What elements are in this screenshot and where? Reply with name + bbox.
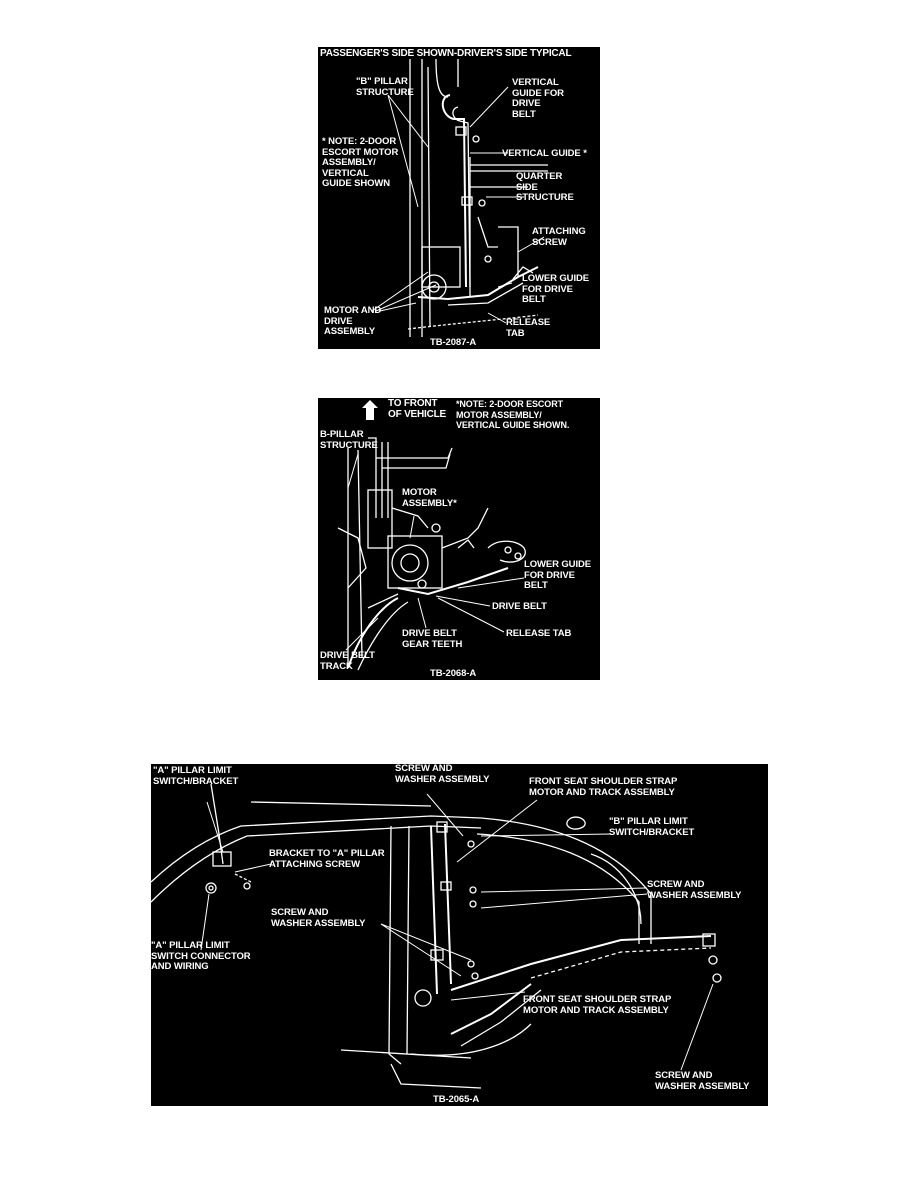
figure-code: TB-2087-A (430, 337, 477, 348)
label-vertical-guide: VERTICAL GUIDE * (502, 148, 587, 159)
header-caption: PASSENGER'S SIDE SHOWN-DRIVER'S SIDE TYPICAL (320, 48, 572, 59)
label-attaching-screw: ATTACHING SCREW (532, 226, 586, 248)
diagram-panel-1 (318, 47, 600, 349)
label-motor-assembly: MOTOR ASSEMBLY* (402, 487, 457, 509)
label-release-tab: RELEASE TAB (506, 628, 572, 639)
figure-code: TB-2065-A (433, 1094, 480, 1105)
label-to-front-of-vehicle: TO FRONT OF VEHICLE (388, 398, 447, 420)
label-b-pillar-structure: B-PILLAR STRUCTURE (320, 429, 378, 451)
label-screw-washer-mid: SCREW AND WASHER ASSEMBLY (271, 907, 366, 929)
label-drive-belt: DRIVE BELT (492, 601, 547, 612)
label-drive-belt-gear-teeth: DRIVE BELT GEAR TEETH (402, 628, 463, 650)
label-a-pillar-limit-switch-bracket: "A" PILLAR LIMIT SWITCH/BRACKET (153, 765, 239, 787)
label-screw-washer-top: SCREW AND WASHER ASSEMBLY (395, 764, 490, 785)
label-drive-belt-track: DRIVE BELT TRACK (320, 650, 375, 672)
label-lower-guide: LOWER GUIDE FOR DRIVE BELT (522, 273, 589, 305)
label-vertical-guide-drive-belt: VERTICAL GUIDE FOR DRIVE BELT (512, 77, 564, 120)
label-b-pillar-structure: "B" PILLAR STRUCTURE (356, 76, 414, 98)
label-lower-guide: LOWER GUIDE FOR DRIVE BELT (524, 559, 591, 591)
label-screw-washer-right: SCREW AND WASHER ASSEMBLY (647, 879, 742, 901)
label-front-seat-strap-bottom: FRONT SEAT SHOULDER STRAP MOTOR AND TRACK ASSEMBLY (523, 994, 672, 1016)
label-release-tab: RELEASE TAB (506, 317, 551, 339)
label-a-pillar-connector-wiring: "A" PILLAR LIMIT SWITCH CONNECTOR AND WIRING (151, 940, 251, 972)
diagram-panel-2 (318, 398, 600, 680)
label-b-pillar-limit-switch-bracket: "B" PILLAR LIMIT SWITCH/BRACKET (609, 816, 695, 838)
label-bracket-attaching-screw: BRACKET TO "A" PILLAR ATTACHING SCREW (269, 848, 385, 870)
label-note: *NOTE: 2-DOOR ESCORT MOTOR ASSEMBLY/ VERTICAL GUIDE SHOWN. (456, 399, 570, 430)
label-quarter-side-structure: QUARTER SIDE STRUCTURE (516, 171, 574, 203)
label-screw-washer-bottom: SCREW AND WASHER ASSEMBLY (655, 1070, 750, 1092)
diagram-panel-3 (151, 764, 768, 1106)
figure-code: TB-2068-A (430, 668, 477, 679)
label-note: * NOTE: 2-DOOR ESCORT MOTOR ASSEMBLY/ VERTICAL GUIDE SHOWN (322, 136, 399, 189)
label-motor-drive-assembly: MOTOR AND DRIVE ASSEMBLY (324, 305, 382, 337)
label-front-seat-strap-top: FRONT SEAT SHOULDER STRAP MOTOR AND TRACK ASSEMBLY (529, 776, 678, 798)
